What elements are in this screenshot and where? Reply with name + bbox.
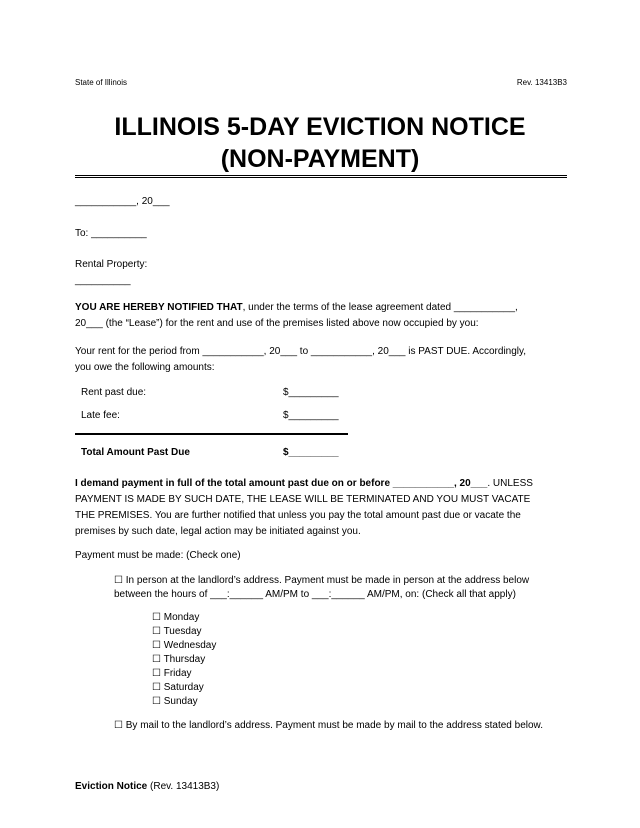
state-label: State of Illinois [75, 78, 128, 87]
footer-text: (Rev. 13413B3) [147, 781, 220, 792]
option-in-person-line1: ☐ In person at the landlord’s address. Payment must be made in person at the address below [114, 575, 530, 586]
notice-text-2: 20___ (the “Lease”) for the rent and use of the premises listed above now occupied by you: [75, 318, 479, 329]
document-title-line1: ILLINOIS 5-DAY EVICTION NOTICE [114, 113, 526, 141]
title-rule-bottom [75, 177, 567, 178]
total-rule [75, 433, 348, 435]
payment-label: Payment must be made: (Check one) [75, 550, 241, 561]
demand-paragraph [75, 476, 570, 540]
day-checkbox-tuesday[interactable]: ☐ Tuesday [152, 626, 202, 637]
document-title-line2: (NON-PAYMENT) [220, 145, 420, 173]
day-checkbox-monday[interactable]: ☐ Monday [152, 612, 200, 623]
rent-period-paragraph [75, 344, 570, 376]
day-checkbox-friday[interactable]: ☐ Friday [152, 668, 192, 679]
rent-period-line2: you owe the following amounts: [75, 362, 215, 373]
footer [75, 781, 219, 792]
total-amount-value: $_________ [283, 447, 339, 458]
late-fee-label: Late fee: [81, 410, 120, 421]
to-line: To: __________ [75, 228, 147, 239]
late-fee-value: $_________ [283, 410, 339, 421]
option-in-person[interactable] [114, 574, 584, 602]
demand-line4: premises by such date, legal action may be initiated against you. [75, 526, 361, 537]
option-mail[interactable]: ☐ By mail to the landlord’s address. Payment must be made by mail to the address stated below. [114, 720, 543, 731]
rental-property-value: __________ [75, 275, 131, 286]
demand-line2: PAYMENT IS MADE BY SUCH DATE, THE LEASE WILL BE TERMINATED AND YOU MUST VACATE [75, 494, 531, 505]
title-rule-top [75, 175, 567, 176]
rent-past-due-value: $_________ [283, 387, 339, 398]
revision-label: Rev. 13413B3 [516, 78, 567, 87]
notice-text-1: , under the terms of the lease agreement dated ___________, [242, 302, 518, 313]
notice-bold: YOU ARE HEREBY NOTIFIED THAT [75, 302, 243, 313]
total-amount-label: Total Amount Past Due [81, 447, 190, 458]
rent-past-due-label: Rent past due: [81, 387, 147, 398]
rental-property-label: Rental Property: [75, 259, 148, 270]
day-checkbox-sunday[interactable]: ☐ Sunday [152, 696, 198, 707]
demand-line3: THE PREMISES. You are further notified that unless you pay the total amount past due or vacate the [75, 510, 521, 521]
option-in-person-line2: between the hours of ___:______ AM/PM to ___:______ AM/PM, on: (Check all that apply) [114, 589, 516, 600]
rent-period-line1: Your rent for the period from ___________, 20___ to ___________, 20___ is PAST DUE. Accordingly, [75, 346, 527, 357]
day-checkbox-wednesday[interactable]: ☐ Wednesday [152, 640, 217, 651]
footer-bold: Eviction Notice [75, 781, 148, 792]
day-checkbox-saturday[interactable]: ☐ Saturday [152, 682, 204, 693]
date-line: ___________, 20___ [75, 196, 170, 207]
day-checkbox-thursday[interactable]: ☐ Thursday [152, 654, 206, 665]
demand-bold: I demand payment in full of the total amount past due on or before ___________, 20___ [75, 478, 488, 489]
notice-paragraph [75, 300, 570, 332]
demand-text-1: . UNLESS [487, 478, 533, 489]
